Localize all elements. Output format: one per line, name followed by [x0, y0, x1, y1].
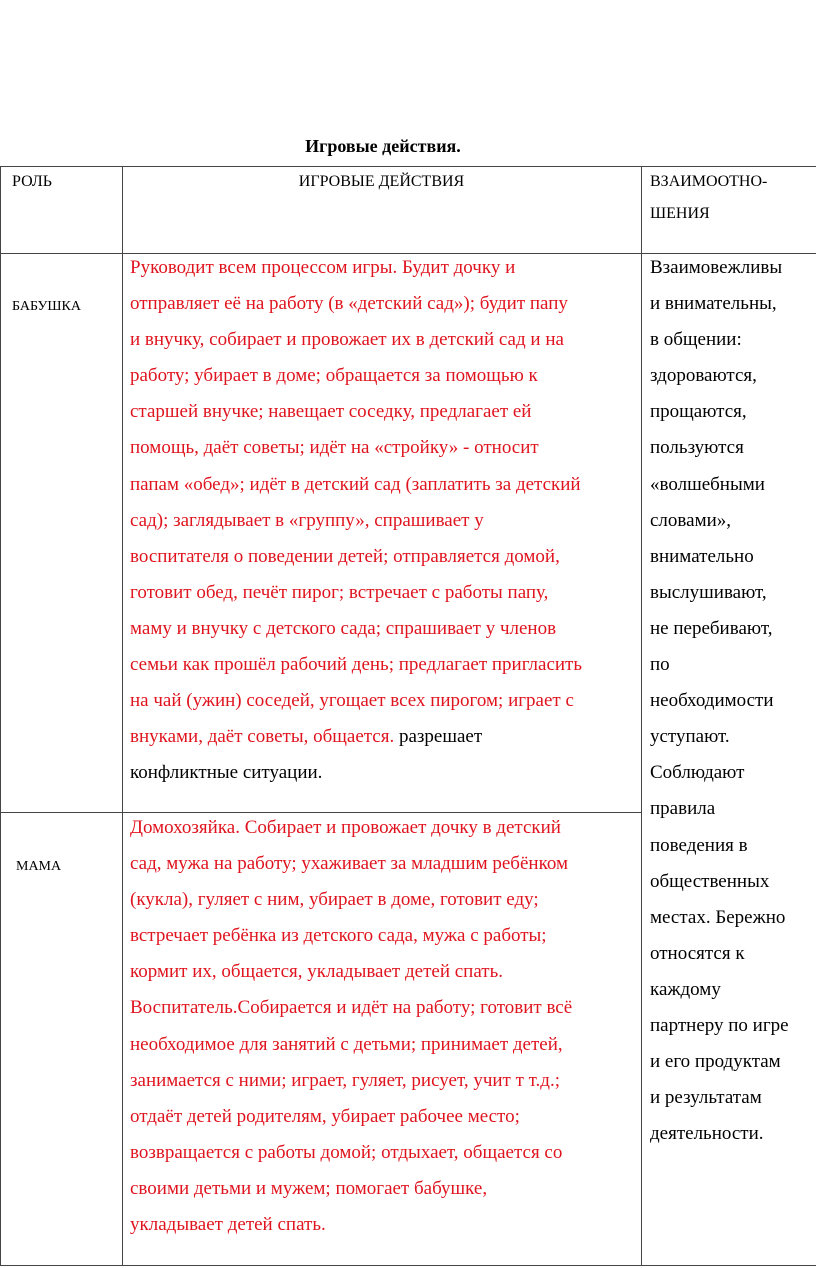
text-line: уступают. — [650, 726, 730, 748]
text-line: необходимое для занятий с детьми; принимает детей, — [130, 1033, 563, 1055]
text-black: разрешает — [394, 726, 483, 748]
text-line: общественных — [650, 870, 770, 892]
text-line: отправляет её на работу (в «детский сад»); будит папу — [130, 293, 568, 315]
text-line: относятся к — [650, 942, 745, 964]
text-line: здороваются, — [650, 365, 757, 387]
text-line: местах. Бережно — [650, 906, 786, 928]
column-divider — [122, 166, 123, 1266]
text-line: конфликтные ситуации. — [130, 762, 323, 784]
text-line: встречает ребёнка из детского сада, мужа с работы; — [130, 925, 547, 947]
text-line: укладывает детей спать. — [130, 1214, 326, 1236]
text-line — [130, 719, 582, 755]
text-line: старшей внучке; навещает соседку, предлагает ей — [130, 401, 532, 423]
mother-actions — [130, 810, 572, 1243]
text-line: деятельности. — [650, 1123, 764, 1145]
text-line: не перебивают, — [650, 617, 773, 639]
text-line: и результатам — [650, 1087, 762, 1109]
role-grandmother: БАБУШКА — [12, 299, 81, 314]
text-red: внуками, даёт советы, общается. — [130, 726, 395, 748]
text-line: и внучку, собирает и провожает их в детский сад и на — [130, 329, 564, 351]
text-line: Домохозяйка. Собирает и провожает дочку в детский — [130, 817, 561, 838]
text-line: помощь, даёт советы; идёт на «стройку» - относит — [130, 437, 539, 459]
text-line: маму и внучку с детского сада; спрашивает у членов — [130, 617, 557, 639]
text-line: словами», — [650, 509, 732, 531]
header-relations-line: ШЕНИЯ — [650, 205, 710, 222]
text-line: внимательно — [650, 545, 754, 567]
text-line: воспитателя о поведении детей; отправляется домой, — [130, 545, 560, 567]
text-line: поведения в — [650, 834, 748, 856]
text-line: правила — [650, 798, 716, 820]
text-line: готовит обед, печёт пирог; встречает с работы папу, — [130, 581, 549, 603]
text-line: папам «обед»; идёт в детский сад (заплатить за детский — [130, 473, 581, 495]
text-line: отдаёт детей родителям, убирает рабочее место; — [130, 1105, 520, 1127]
text-line: Соблюдают — [650, 762, 745, 784]
page-title: Игровые действия. — [305, 136, 461, 156]
text-line: Руководит всем процессом игры. Будит дочку и — [130, 257, 516, 278]
table-border-left — [0, 166, 1, 1266]
header-role: РОЛЬ — [12, 173, 52, 190]
header-actions: ИГРОВЫЕ ДЕЙСТВИЯ — [298, 173, 465, 190]
text-line: кормит их, общается, укладывает детей спать. — [130, 961, 503, 983]
text-line: и внимательны, — [650, 293, 777, 315]
text-line: работу; убирает в доме; обращается за помощью к — [130, 365, 538, 387]
text-line: занимается с ними; играет, гуляет, рисует, учит т т.д.; — [130, 1069, 560, 1091]
text-line: в общении: — [650, 329, 742, 351]
text-line: по — [650, 654, 670, 676]
role-mother: МАМА — [16, 859, 62, 874]
header-relations — [650, 166, 767, 230]
text-line: сад, мужа на работу; ухаживает за младшим ребёнком — [130, 853, 568, 875]
text-line: возвращается с работы домой; отдыхает, общается со — [130, 1141, 563, 1163]
text-line: пользуются — [650, 437, 744, 459]
text-line: каждому — [650, 978, 721, 1000]
text-line: партнеру по игре — [650, 1014, 789, 1036]
grandmother-actions — [130, 250, 582, 791]
text-line: семьи как прошёл рабочий день; предлагает пригласить — [130, 654, 583, 676]
text-line: Взаимовежливы — [650, 257, 783, 278]
text-line: сад); заглядывает в «группу», спрашивает у — [130, 509, 484, 531]
column-divider — [641, 166, 642, 1266]
text-line: выслушивают, — [650, 581, 767, 603]
text-line: на чай (ужин) соседей, угощает всех пирогом; играет с — [130, 690, 574, 712]
text-line: Воспитатель.Собирается и идёт на работу; готовит всё — [130, 997, 573, 1019]
text-line: прощаются, — [650, 401, 747, 423]
text-line: и его продуктам — [650, 1051, 781, 1073]
text-line: необходимости — [650, 690, 774, 712]
relations-text — [650, 250, 789, 1152]
text-line: «волшебными — [650, 473, 765, 495]
text-line: своими детьми и мужем; помогает бабушке, — [130, 1177, 488, 1199]
header-relations-line: ВЗАИМООТНО- — [650, 173, 768, 190]
text-line: (кукла), гуляет с ним, убирает в доме, готовит еду; — [130, 889, 539, 911]
